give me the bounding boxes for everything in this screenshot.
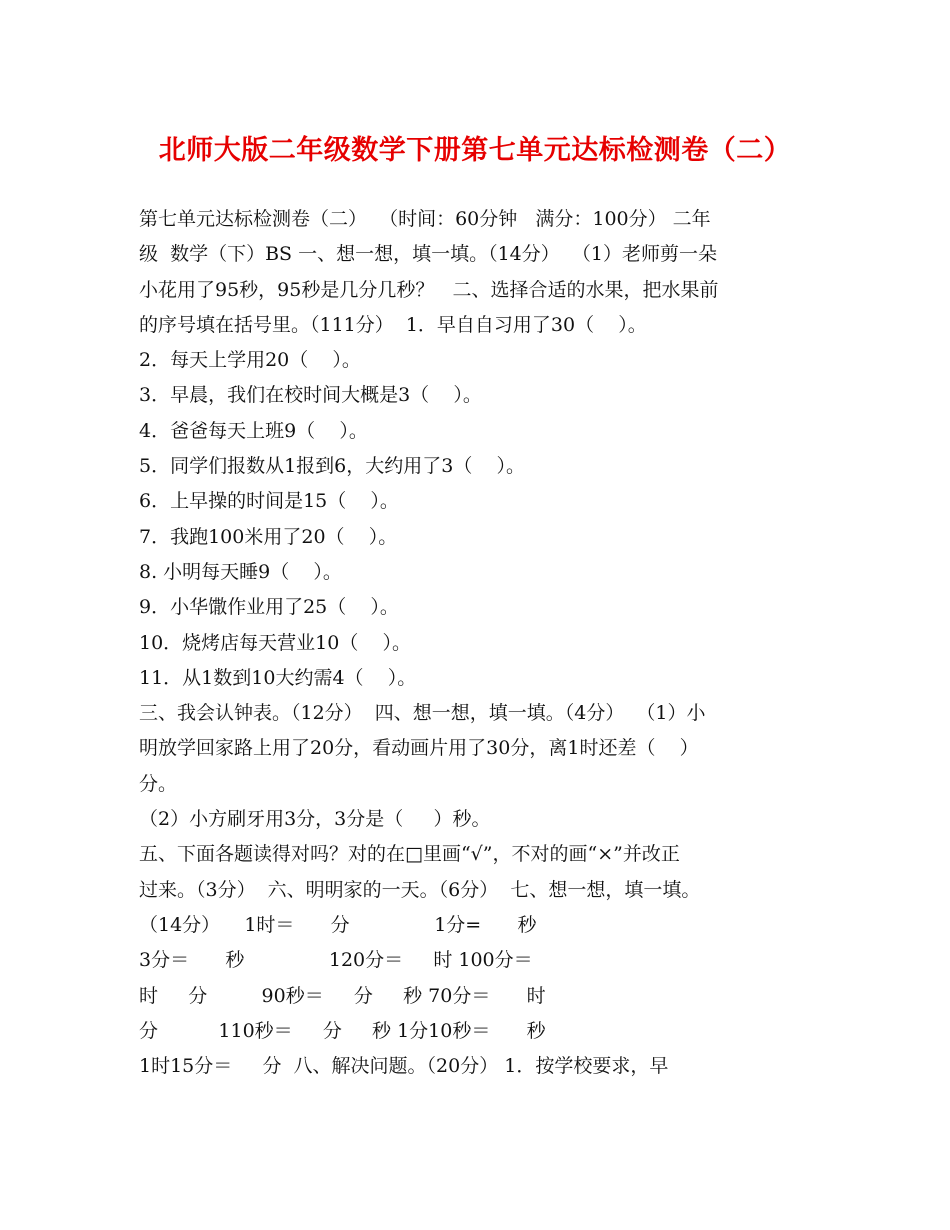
text-line: （14分） 1时＝ 分 1分= 秒 (139, 913, 537, 936)
text-line: 7．我跑100米用了20（ ）。 (139, 525, 398, 548)
text-line: （2）小方刷牙用3分，3分是（ ）秒。 (139, 808, 491, 831)
text-line: 3分＝ 秒 120分＝ 时 100分＝ (139, 949, 533, 972)
text-line: 3．早晨，我们在校时间大概是3（ ）。 (139, 384, 482, 407)
text-line: 8. 小明每天睡9（ ）。 (139, 560, 342, 583)
document-body (139, 202, 819, 1084)
text-line: 4．爸爸每天上班9（ ）。 (139, 419, 368, 442)
text-line: 小花用了95秒，95秒是几分几秒？ 二、选择合适的水果，把水果前 (139, 278, 719, 301)
document-title: 北师大版二年级数学下册第七单元达标检测卷（二） (158, 135, 792, 166)
text-line: 第七单元达标检测卷（二） （时间：60分钟 满分：100分） 二年 (139, 208, 711, 230)
text-line: 11．从1数到10大约需4（ ）。 (139, 666, 417, 689)
text-line: 五、下面各题读得对吗？对的在□里画“√”，不对的画“×”并改正 (139, 843, 680, 866)
text-line: 过来。（3分） 六、明明家的一天。（6分） 七、想一想，填一填。 (139, 878, 701, 901)
text-line: 明放学回家路上用了20分，看动画片用了30分，离1时还差（ ） (139, 737, 699, 760)
text-line: 分 110秒＝ 分 秒 1分10秒＝ 秒 (139, 1019, 546, 1042)
text-line: 时 分 90秒＝ 分 秒 70分＝ 时 (139, 984, 546, 1007)
text-line: 5．同学们报数从1报到6，大约用了3（ ）。 (139, 455, 526, 478)
text-line: 三、我会认钟表。（12分） 四、想一想，填一填。（4分） （1）小 (139, 702, 706, 725)
text-line: 级 数学（下）BS 一、想一想，填一填。（14分） （1）老师剪一朵 (139, 243, 717, 266)
text-line: 1时15分＝ 分 八、解决问题。（20分） 1．按学校要求，早 (139, 1055, 669, 1078)
text-line: 2．每天上学用20（ ）。 (139, 349, 361, 372)
text-line: 9．小华馓作业用了25（ ）。 (139, 596, 399, 619)
text-line: 6．上早操的时间是15（ ）。 (139, 490, 399, 513)
text-line: 10．烧烤店每天营业10（ ）。 (139, 631, 412, 654)
text-line: 分。 (139, 772, 178, 795)
text-line: 的序号填在括号里。（111分） 1．早自自习用了30（ ）。 (139, 313, 647, 336)
